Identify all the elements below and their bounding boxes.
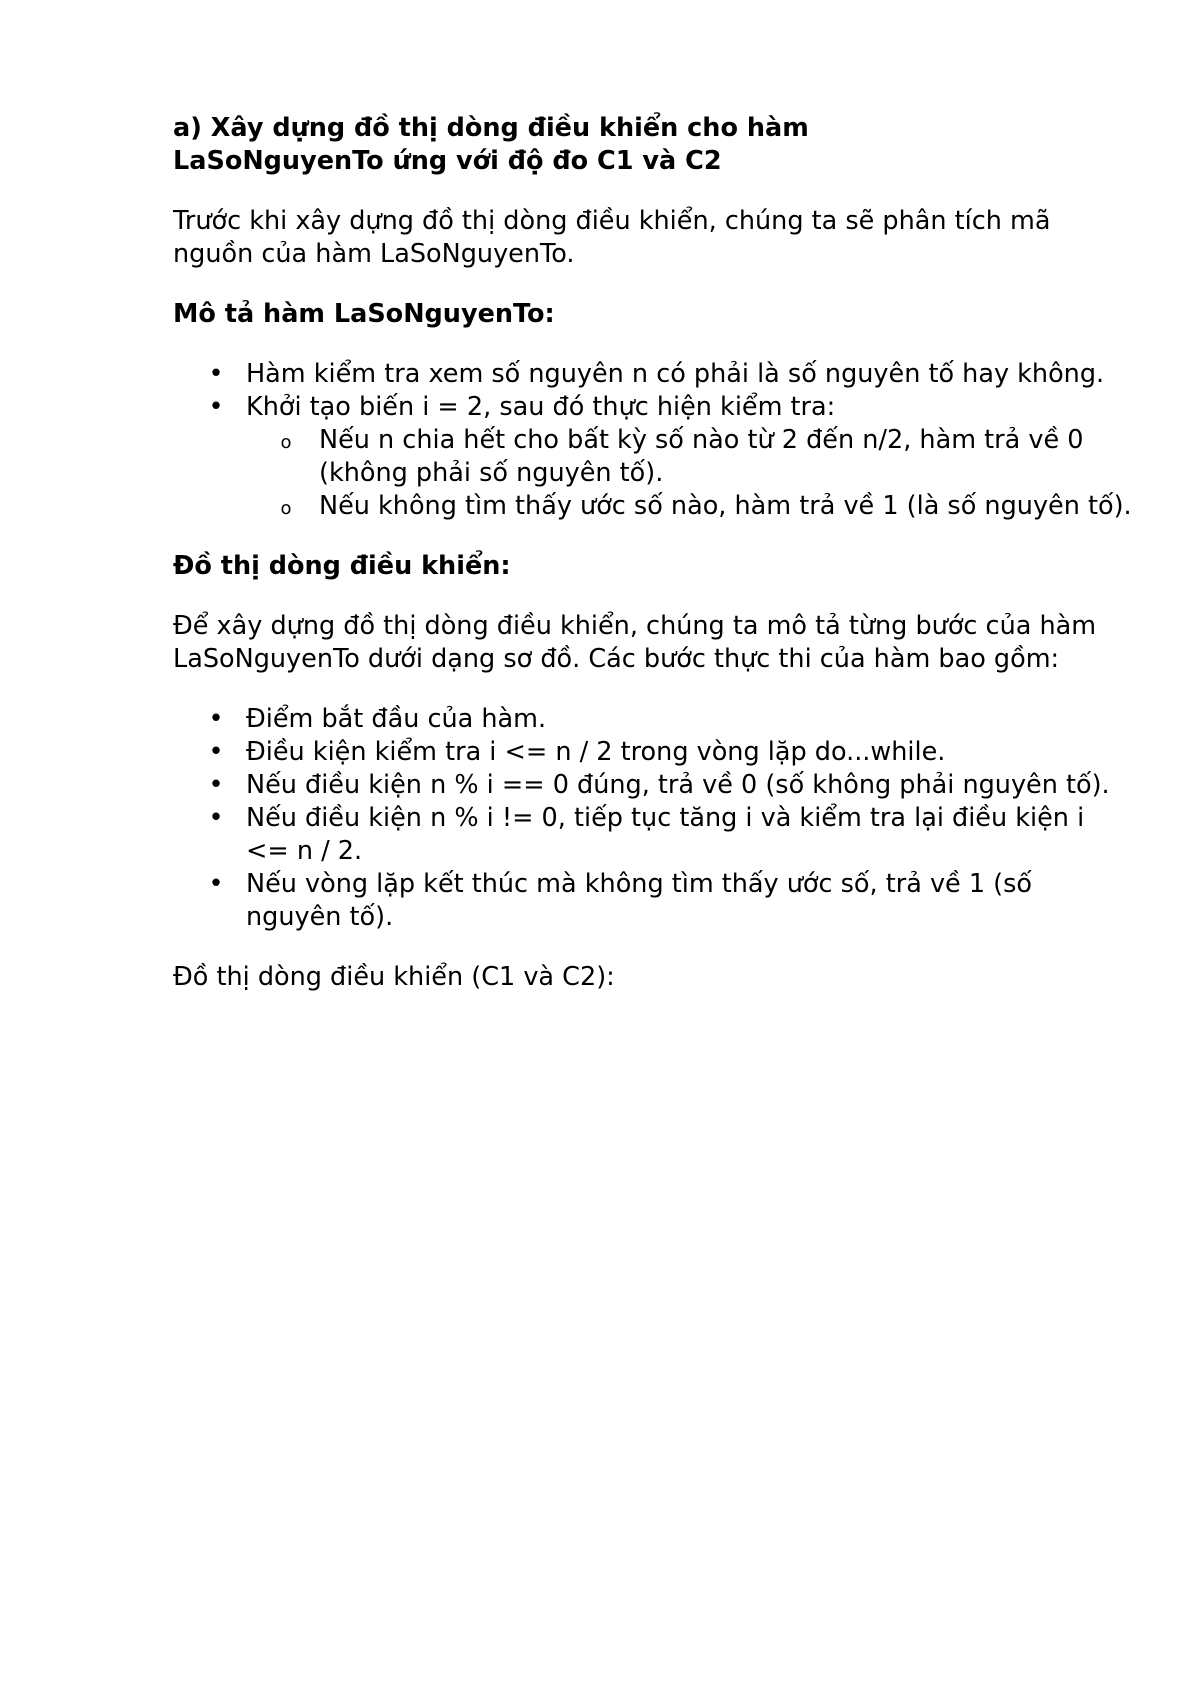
description-title: Mô tả hàm LaSoNguyenTo: bbox=[173, 299, 555, 329]
sublist-item-text: Nếu không tìm thấy ước số nào, hàm trả về 1 (là số nguyên tố). bbox=[319, 491, 1132, 521]
bullet-icon: • bbox=[208, 869, 224, 899]
list-item-text: Nếu điều kiện n % i != 0, tiếp tục tăng i và kiểm tra lại điều kiện i <= n / 2. bbox=[246, 803, 1085, 866]
list-item bbox=[173, 391, 1133, 523]
list-item bbox=[173, 802, 1133, 868]
sublist-item bbox=[246, 490, 1133, 523]
steps-list bbox=[173, 703, 1133, 934]
closing-paragraph: Đồ thị dòng điều khiển (C1 và C2): bbox=[173, 962, 615, 992]
list-item-text: Khởi tạo biến i = 2, sau đó thực hiện kiểm tra: bbox=[246, 392, 836, 422]
sublist-item-text: Nếu n chia hết cho bất kỳ số nào từ 2 đến n/2, hàm trả về 0 (không phải số nguyên tố). bbox=[319, 425, 1084, 488]
list-item bbox=[173, 703, 1133, 736]
sublist-item bbox=[246, 424, 1133, 490]
description-list bbox=[173, 358, 1133, 523]
bullet-icon: • bbox=[208, 392, 224, 422]
list-item bbox=[173, 358, 1133, 391]
list-item bbox=[173, 868, 1133, 934]
bullet-icon: • bbox=[208, 803, 224, 833]
list-item-text: Nếu vòng lặp kết thúc mà không tìm thấy ước số, trả về 1 (số nguyên tố). bbox=[246, 869, 1033, 932]
bullet-icon: • bbox=[208, 770, 224, 800]
description-sublist bbox=[246, 424, 1133, 523]
section-heading-line-1: a) Xây dựng đồ thị dòng điều khiển cho hàm bbox=[173, 113, 809, 143]
bullet-icon: • bbox=[208, 704, 224, 734]
circle-bullet-icon: o bbox=[280, 432, 292, 453]
list-item bbox=[173, 769, 1133, 802]
section-heading bbox=[173, 112, 1133, 178]
list-item-text: Hàm kiểm tra xem số nguyên n có phải là số nguyên tố hay không. bbox=[246, 359, 1105, 389]
bullet-icon: • bbox=[208, 737, 224, 767]
intro-paragraph: Trước khi xây dựng đồ thị dòng điều khiển, chúng ta sẽ phân tích mã nguồn của hàm LaSoNguyenTo. bbox=[173, 206, 1051, 269]
bullet-icon: • bbox=[208, 359, 224, 389]
list-item-text: Nếu điều kiện n % i == 0 đúng, trả về 0 (số không phải nguyên tố). bbox=[246, 770, 1110, 800]
section-heading-line-2: LaSoNguyenTo ứng với độ đo C1 và C2 bbox=[173, 146, 722, 176]
graph-title: Đồ thị dòng điều khiển: bbox=[173, 551, 511, 581]
graph-intro-paragraph: Để xây dựng đồ thị dòng điều khiển, chúng ta mô tả từng bước của hàm LaSoNguyenTo dưới dạng sơ đồ. Các bước thực thi của hàm bao gồm: bbox=[173, 611, 1097, 674]
list-item-text: Điểm bắt đầu của hàm. bbox=[246, 704, 547, 734]
document-page bbox=[173, 112, 1133, 994]
list-item bbox=[173, 736, 1133, 769]
list-item-text: Điều kiện kiểm tra i <= n / 2 trong vòng lặp do...while. bbox=[246, 737, 946, 767]
circle-bullet-icon: o bbox=[280, 498, 292, 519]
